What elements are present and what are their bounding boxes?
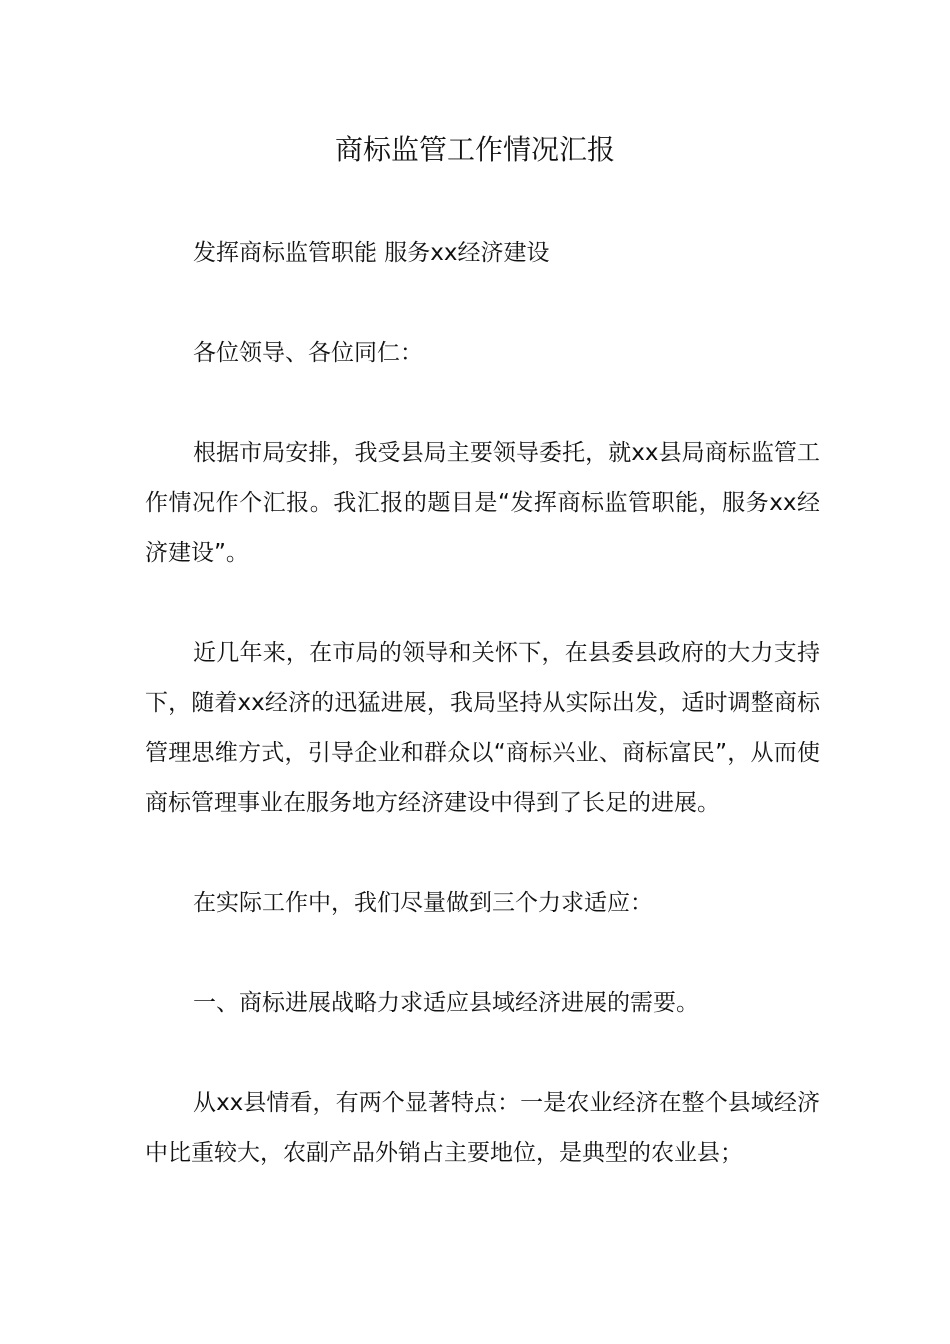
background-paragraph: 近几年来，在市局的领导和关怀下，在县委县政府的大力支持下，随着xx经济的迅猛进展，我局坚持从实际出发，适时调整商标管理思维方式，引导企业和群众以“商标兴业、商标富民”，从而使商标管理事业在服务地方经济建设中得到了长足的进展。 xyxy=(145,640,820,816)
salutation-paragraph: 各位领导、各位同仁： xyxy=(193,340,423,366)
overview-paragraph: 在实际工作中，我们尽量做到三个力求适应： xyxy=(193,890,653,916)
intro-paragraph: 根据市局安排，我受县局主要领导委托，就xx县局商标监管工作情况作个汇报。我汇报的题目是“发挥商标监管职能，服务xx经济建设”。 xyxy=(145,440,820,566)
document-title: 商标监管工作情况汇报 xyxy=(334,133,615,166)
subtitle-paragraph: 发挥商标监管职能 服务xx经济建设 xyxy=(193,240,550,266)
document-body xyxy=(145,228,820,1228)
county-situation-paragraph: 从xx县情看，有两个显著特点：一是农业经济在整个县域经济中比重较大，农副产品外销占主要地位，是典型的农业县； xyxy=(145,1090,820,1166)
section-heading-1: 一、商标进展战略力求适应县域经济进展的需要。 xyxy=(193,990,699,1016)
